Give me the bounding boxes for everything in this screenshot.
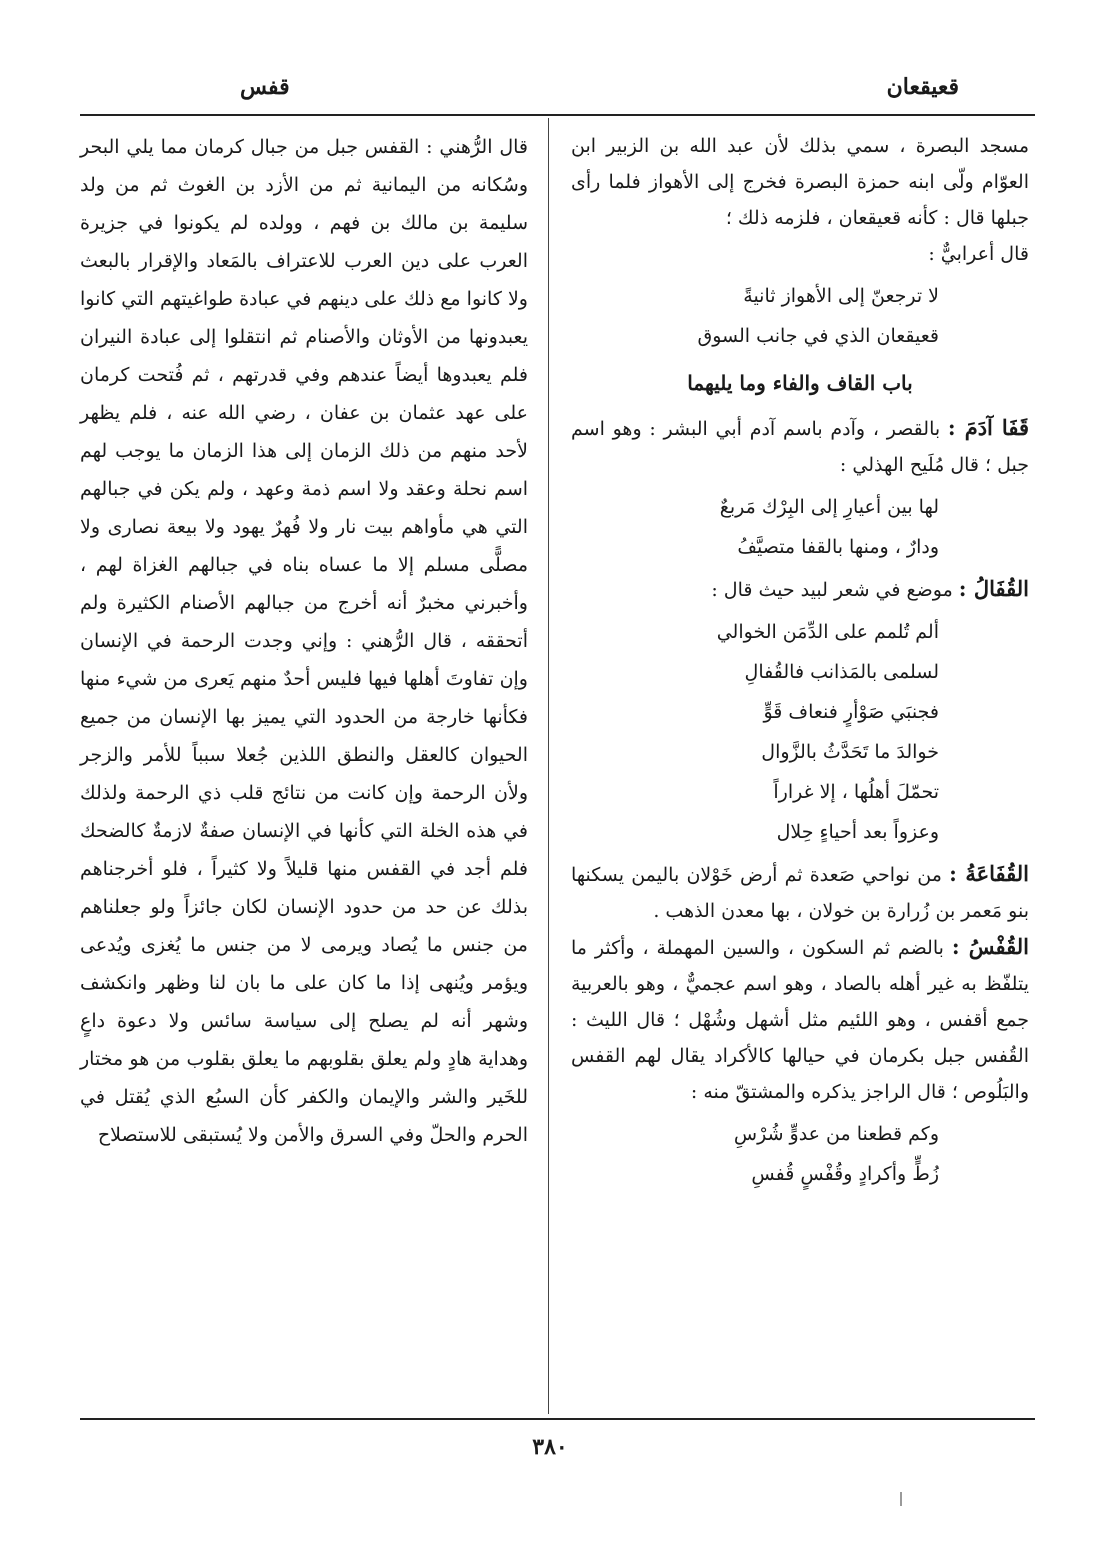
entry-text: بالعربية جمع أقفس ، وهو اللئيم مثل أشهل وشُهْل ؛ (571, 973, 1029, 1031)
text-line: عثمان بن عفان ، رضي الله عنه ، فلم يظهر لأحد منهم (80, 402, 528, 462)
entry-headword: القُفْسُ : (951, 934, 1029, 959)
entry-text: بالضم ثم السكون ، والسين المهملة ، وأكثر (594, 937, 944, 959)
verse-line: لها بين أعيارِ إلى البِرْك مَربعٌ (719, 496, 939, 518)
verse-line: خوالدَ ما تَحَدَّثُ بالزَّوال (761, 741, 939, 763)
entry-text: والمشتقّ منه : (690, 1081, 806, 1103)
text-line: من ذلك الزمان إلى هذا الزمان ما يوجب لهم اسم (80, 440, 529, 500)
text-line: سياسة سائس ولا دعوة داعٍ وهداية هادٍ ولم يعلق (80, 1010, 529, 1070)
text-line: بقلوبهم ما يعلق بقلوب من هو مختار للخَير والشر (80, 1048, 528, 1108)
text-line: وجدت الرحمة في الإنسان وإن تفاوتَ أهلها فيها (80, 630, 528, 690)
text-line: قال الرُّهني : القفس جبل من جبال كرمان مما يلي (126, 136, 529, 158)
entry-text: اسم جبل ؛ قال مُلَيح الهذلي : (571, 418, 1029, 476)
verse-1 (571, 276, 1029, 356)
verse-line: وعزواً بعد أحياءٍ حِلال (776, 821, 939, 843)
text-line: فلو أخرجناهم بذلك عن حد من حدود الإنسان لكان (80, 858, 528, 918)
text-line: فليس أحدٌ منهم يَعرى من شيء منها فكأنها خارجة (80, 668, 528, 728)
header-right-word: قعيقعان (886, 74, 959, 100)
text-line: مسجد البصرة ، سمي بذلك لأن عبد الله بن الزبير (606, 135, 1029, 157)
text-line: ابن العوّام ولّى ابنه حمزة البصرة فخرج إلى الأهواز (571, 135, 1030, 193)
verse-4 (571, 1114, 1029, 1194)
verse-line: وكم قطعنا من عدوٍّ شُرْسِ (733, 1123, 939, 1145)
verse-line: لسلمى بالمَذانب فالقُفالِ (744, 661, 939, 683)
text-line: الرحمة وإن كانت من نتائج قلب ذي الرحمة ولذلك (80, 782, 486, 804)
text-line: جنس ما يُغزى ويُدعى ويؤمر ويُنهى إذا ما كان على (80, 934, 528, 994)
text-line: الغزاة لهم ، وأخبرني مخبرٌ أنه أخرج من جبالهم (80, 554, 528, 614)
text-line: في هذه الخلة التي كأنها في الإنسان صفةٌ لازمةٌ (152, 820, 528, 842)
section-title: باب القاف والفاء وما يليهما (687, 371, 913, 395)
text-line: الأصنام الكثيرة ولم أتحققه ، قال الرُّهني : وإني (80, 592, 528, 652)
verse-line: تحمّلَ أهلُها ، إلا غراراً (773, 781, 939, 803)
top-rule (80, 114, 1035, 116)
verse-line: زُطٍّ وأكرادٍ وقُفْسٍ قُفسِ (751, 1163, 939, 1185)
text-line: أيضاً عندهم وفي قدرتهم ، ثم فُتحت كرمان على عهد (80, 364, 528, 424)
entry-headword: القُفَالُ : (958, 576, 1029, 601)
verse-line: ودارٌ ، ومنها بالقفا متصيَّفُ (737, 536, 939, 558)
entry-headword: قَفَا آدَمَ : (947, 415, 1029, 440)
entry-text: الذهب . (653, 900, 716, 922)
stray-mark (900, 1492, 902, 1506)
entry-text: بالقصر ، وآدم باسم آدم أبي البشر : وهو (612, 418, 941, 440)
entry-text: من نواحي صَعدة ثم أرض خَوْلان باليمن (631, 864, 942, 886)
column-divider (548, 118, 549, 1414)
text-line: ما بان لنا وظهر وانكشف وشهر أنه لم يصلح إلى (80, 972, 528, 1032)
text-line: فلما رأى جبلها قال : كأنه قعيقعان ، فلزمه ذلك ؛ (571, 171, 1029, 229)
verse-line: قعيقعان الذي في جانب السوق (697, 325, 939, 347)
text-line: والحلّ وفي السرق والأمن ولا يُستبقى للاستصلاح (97, 1124, 477, 1146)
text-line: كالضحك فلم أجد في القفس منها قليلاً ولا كثيراً ، (80, 820, 528, 880)
entry-qufal (571, 571, 1029, 608)
entry-headword: القُفَاعَةُ : (949, 861, 1029, 886)
text-line: من ولد سليمة بن مالك بن فهم ، وولده لم يكونوا (80, 174, 528, 234)
verse-2 (571, 487, 1029, 567)
text-line: في جزيرة العرب على دين العرب للاعتراف بالمَعاد (80, 212, 528, 272)
text-line: نصارى ولا مصلًّى مسلم إلا ما عساه بناه في جبالهم (80, 516, 528, 576)
text-line: والإقرار بالبعث ولا كانوا مع ذلك على دينهم في (80, 250, 528, 310)
verse-line: ألم تُلمم على الدِّمَن الخوالي (716, 621, 939, 643)
entry-text: يقال لهم القفس والبَلُوص ؛ قال الراجز يذكره (571, 1045, 1029, 1103)
text-line: جائزاً ولو جعلناهم من جنس ما يُصاد ويرمى لا من (80, 896, 528, 956)
bottom-rule (80, 1418, 1035, 1420)
verse-3 (571, 612, 1029, 852)
text-line: من الحدود التي يميز بها الإنسان من جميع الحيوان (80, 706, 528, 766)
page-number: ٣٨٠ (532, 1434, 568, 1460)
entry-text: يسكنها بنو مَعمر بن زُرارة بن خولان ، بها معدن (571, 864, 1029, 922)
verse-line: فجنبَي صَوْأرٍ فنعاف قَوٍّ (763, 701, 939, 723)
verse-line: لا ترجعنّ إلى الأهواز ثانيةً (743, 285, 939, 307)
entry-qufs (571, 929, 1029, 1110)
intro-paragraph (571, 128, 1029, 272)
entry-text: قال الليث : القُفس جبل بكرمان في حيالها كالأكراد (571, 1009, 1029, 1067)
text-line: عبادة طواغيتهم التي كانوا يعبدونها من الأوثان (80, 288, 528, 348)
entry-qufaa (571, 856, 1029, 929)
entry-qafa-adam (571, 410, 1029, 483)
left-paragraph (80, 128, 528, 1154)
entry-text: موضع في شعر لبيد حيث قال : (711, 579, 953, 601)
entry-text: ما يتلفّظ به غير أهله بالصاد ، وهو اسم عجميٌّ ، وهو (571, 937, 1029, 995)
text-line: والإيمان والكفر كأن السبُع الذي يُقتل في الحرم (80, 1086, 528, 1146)
text-line: التي هي مأواهم بيت نار ولا فُهرٌ يهود ولا بيعة (166, 516, 528, 538)
text-line: البحر وسُكانه من اليمانية ثم من الأزد بن الغوث ثم (80, 136, 529, 196)
text-line: نحلة وعقد ولا اسم ذمة وعهد ، ولم يكن في جبالهم (80, 478, 487, 500)
header-left-word: قفس (240, 74, 290, 100)
left-column (80, 128, 528, 1154)
text-line: كالعقل والنطق اللذين جُعلا سبباً للأمر والزجر ولأن (80, 744, 528, 804)
text-line: قال أعرابيٌّ : (928, 243, 1029, 265)
right-column (571, 128, 1029, 1198)
text-line: والأصنام ثم انتقلوا إلى عبادة النيران فلم يعبدوها (80, 326, 528, 386)
